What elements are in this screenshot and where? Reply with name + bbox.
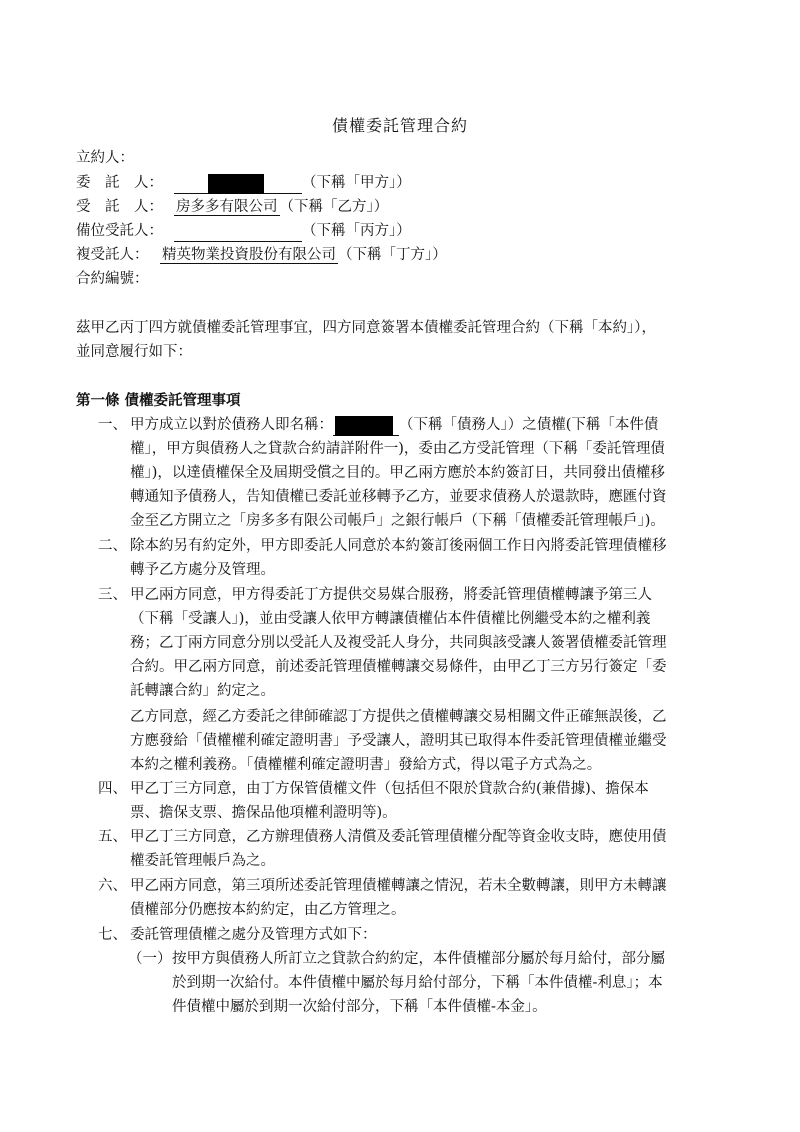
party-label: 複受託人： bbox=[76, 247, 149, 263]
preamble-line: 並同意履行如下： bbox=[76, 344, 192, 360]
party-suffix: （下稱「丁方」） bbox=[338, 247, 447, 263]
item-line: 務；乙丁兩方同意分別以受託人及複受託人身分，共同與該受讓人簽署債權委託管理 bbox=[130, 635, 667, 651]
article-heading: 第一條 債權委託管理事項 bbox=[76, 392, 241, 409]
item-line: 權」，甲方與債務人之貸款合約請詳附件一)，委由乙方受託管理（下稱「委託管理債 bbox=[130, 441, 665, 457]
item-line: 本約之權利義務。「債權權利確定證明書」發給方式，得以電子方式為之。 bbox=[130, 757, 602, 773]
item-line: （下稱「受讓人」)，並由受讓人依甲方轉讓債權佔本件債權比例繼受本約之權利義 bbox=[130, 611, 651, 627]
item-number: 七、 bbox=[98, 927, 127, 943]
party-label: 受 託 人： bbox=[76, 199, 163, 215]
contract-number-label: 合約編號： bbox=[76, 271, 149, 287]
item-number: 五、 bbox=[98, 829, 127, 845]
item-line: 票、擔保支票、擔保品他項權利證明等)。 bbox=[130, 805, 397, 821]
item-line: 金至乙方開立之「房多多有限公司帳戶」之銀行帳戶（下稱「債權委託管理帳戶」)。 bbox=[130, 513, 665, 529]
party-label: 委 託 人： bbox=[76, 175, 163, 191]
party-label: 備位受託人： bbox=[76, 223, 163, 239]
item-number: 六、 bbox=[98, 878, 127, 894]
item-line bbox=[130, 414, 658, 436]
party-suffix: （下稱「甲方」） bbox=[302, 175, 411, 191]
item-line: 權」)，以達債權保全及屆期受償之目的。甲乙兩方應於本約簽訂日，共同發出債權移 bbox=[130, 465, 665, 481]
party-suffix: （下稱「乙方」） bbox=[279, 199, 389, 215]
item-line: 甲乙丁三方同意，乙方辦理債務人清償及委託管理債權分配等資金收支時，應使用債 bbox=[130, 829, 667, 845]
item-line: 權委託管理帳戶為之。 bbox=[130, 853, 275, 869]
party-suffix: （下稱「丙方」） bbox=[302, 223, 411, 239]
item-line: 甲乙丁三方同意，由丁方保管債權文件（包括但不限於貸款合約(兼借據)、擔保本 bbox=[130, 781, 649, 797]
party-name-field bbox=[174, 175, 302, 194]
party-backup-trustee bbox=[76, 220, 411, 242]
subitem-line: 件債權中屬於到期一次給付部分，下稱「本件債權-本金」。 bbox=[172, 999, 547, 1015]
item-number: 三、 bbox=[98, 587, 127, 603]
redaction-block bbox=[208, 174, 264, 194]
subitem-number: （一） bbox=[128, 951, 172, 967]
redaction-block bbox=[335, 416, 393, 436]
item-text: 甲方成立以對於債務人即名稱： bbox=[130, 417, 333, 433]
party-trustee bbox=[76, 196, 388, 218]
party-delegator bbox=[76, 172, 411, 194]
parties-header: 立約人： bbox=[76, 150, 134, 166]
subitem-line: 於到期一次給付。本件債權中屬於每月給付部分，下稱「本件債權-利息」；本 bbox=[172, 975, 663, 991]
item-line: 甲乙兩方同意，第三項所述委託管理債權轉讓之情況，若未全數轉讓，則甲方未轉讓 bbox=[130, 878, 667, 894]
debtor-name-field bbox=[333, 417, 399, 436]
party-name-field bbox=[174, 223, 302, 242]
item-number: 一、 bbox=[98, 417, 127, 433]
item-line: 託轉讓合約」約定之。 bbox=[130, 683, 275, 699]
item-line: 轉予乙方處分及管理。 bbox=[130, 562, 275, 578]
document-title: 債權委託管理合約 bbox=[331, 116, 468, 135]
party-name: 房多多有限公司 bbox=[176, 199, 278, 215]
subitem-line: 按甲方與債務人所訂立之貸款合約約定，本件債權部分屬於每月給付，部分屬 bbox=[172, 951, 665, 967]
party-sub-trustee bbox=[76, 244, 447, 266]
item-line: 方應發給「債權權利確定證明書」予受讓人，證明其已取得本件委託管理債權並繼受 bbox=[130, 733, 667, 749]
item-line: 合約。甲乙兩方同意，前述委託管理債權轉讓交易條件，由甲乙丁三方另行簽定「委 bbox=[130, 659, 667, 675]
item-line: 乙方同意，經乙方委託之律師確認丁方提供之債權轉讓交易相關文件正確無誤後，乙 bbox=[130, 709, 667, 725]
item-line: 甲乙兩方同意，甲方得委託丁方提供交易媒合服務，將委託管理債權轉讓予第三人 bbox=[130, 587, 652, 603]
item-line: 債權部分仍應按本約約定，由乙方管理之。 bbox=[130, 902, 406, 918]
item-number: 四、 bbox=[98, 781, 127, 797]
item-line: 轉通知予債務人，告知債權已委託並移轉予乙方，並要求債務人於還款時，應匯付資 bbox=[130, 489, 667, 505]
preamble-line: 茲甲乙丙丁四方就債權委託管理事宜，四方同意簽署本債權委託管理合約（下稱「本約」）， bbox=[76, 320, 656, 336]
item-line: 除本約另有約定外，甲方即委託人同意於本約簽訂後兩個工作日內將委託管理債權移 bbox=[130, 538, 667, 554]
item-number: 二、 bbox=[98, 538, 127, 554]
item-line: 委託管理債權之處分及管理方式如下： bbox=[130, 927, 377, 943]
party-name: 精英物業投資股份有限公司 bbox=[162, 247, 336, 263]
item-text: （下稱「債務人」）之債權(下稱「本件債 bbox=[399, 417, 659, 433]
